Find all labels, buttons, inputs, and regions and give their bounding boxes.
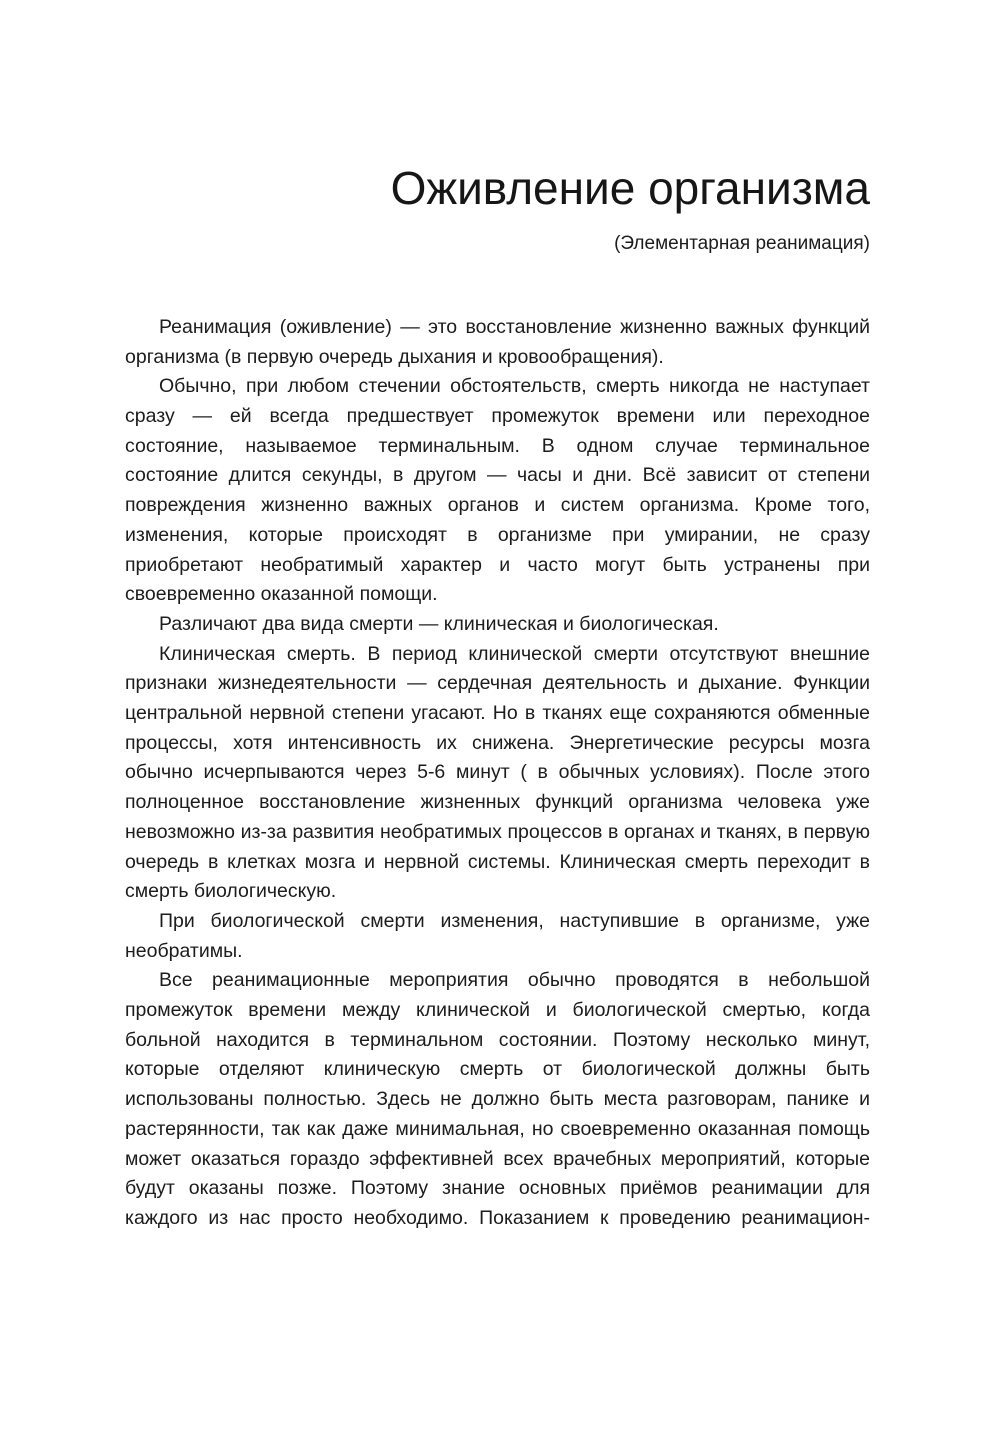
page-subtitle: (Элементарная реанимация) [614,232,870,254]
page-title: Оживление организма [390,162,870,214]
paragraph: Реанимация (оживление) — это восстановление жизненно важных функций организма (в первую очередь дыхания и кровообращения). [125,315,870,368]
body-text [125,313,870,1234]
paragraph: Различают два вида смерти — клиническая и биологическая. [159,612,719,635]
paragraph: Обычно, при любом стечении обстоятельств, смерть никогда не наступает сразу — ей всегда предшествует промежуток времени или переходное состояние, называемое терминальным. В одном случае терминальное состояние длится секунды, в другом — часы и дни. Всё зависит от степени повреждения жизненно важных органов и систем организма. Кроме того, изменения, которые происходят в организме при умирании, не сразу приобретают необратимый характер и часто могут быть устранены при своевременно оказанной помощи. [125,375,870,606]
paragraph: Клиническая смерть. В период клинической смерти отсутствуют внешние признаки жизнедеятельности — сердечная деятельность и дыхание. Функции центральной нервной степени угасают. Но в тканях еще сохраняются обменные процессы, хотя интенсивность их снижена. Энергетические ресурсы мозга обычно исчерпываются через 5-6 минут ( в обычных условиях). После этого полноценное восстановление жизненных функций организма человека уже невозможно из-за развития необратимых процессов в органах и тканях, в первую очередь в клетках мозга и нервной системы. Клиническая смерть переходит в смерть биологическую. [125,642,870,903]
paragraph: При биологической смерти изменения, наступившие в организме, уже необратимы. [125,909,870,962]
paragraph: Все реанимационные мероприятия обычно проводятся в небольшой промежуток времени между клинической и биологической смертью, когда больной находится в терминальном состоянии. Поэтому несколько минут, которые отделяют клиническую смерть от биологической должны быть использованы полностью. Здесь не должно быть места разговорам, панике и растерянности, так как даже минимальная, но своевременно оказанная помощь может оказаться гораздо эффективней всех врачебных мероприятий, которые будут оказаны позже. Поэтому знание основных приёмов реанимации для каждого из нас просто необходимо. Показанием к проведению реанимацион- [125,969,870,1229]
